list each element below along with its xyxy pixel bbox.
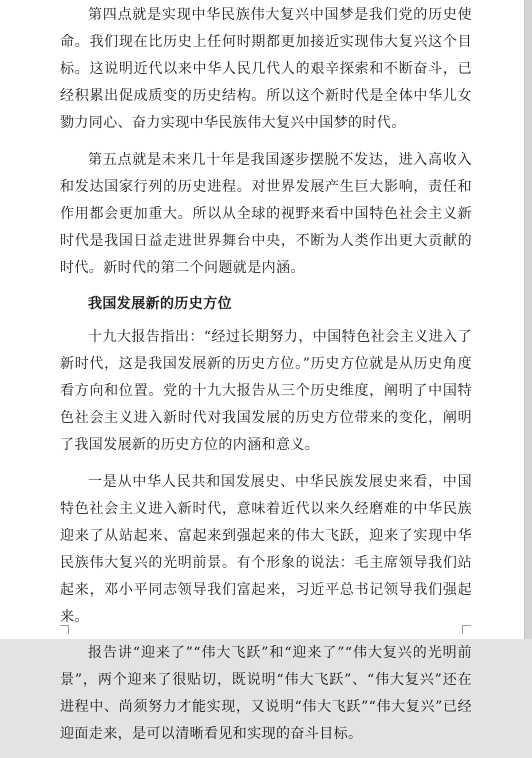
margin-corner-mark — [462, 625, 471, 634]
paragraph: 十九大报告指出：“经过长期努力，中国特色社会主义进入了新时代，这是我国发展新的历史方位。”历史方位就是从历史角度看方向和位置。党的十九大报告从三个历史维度，阐明了中国特色社会主义进入新时代对我国发展的历史方位带来的变化，阐明了我国发展新的历史方位的内涵和意义。 — [60, 329, 472, 453]
vertical-scrollbar[interactable] — [524, 0, 532, 639]
paragraph: 第五点就是未来几十年是我国逐步摆脱不发达，进入高收入和发达国家行列的历史进程。对世界发展产生巨大影响，责任和作用都会更加重大。所以从全球的视野来看中国特色社会主义新时代是我国日益走进世界舞台中央，不断为人类作出更大贡献的时代。新时代的第二个问题就是内涵。 — [60, 151, 472, 276]
paragraph: 报告讲“迎来了”“伟大飞跃”和“迎来了”“伟大复兴的光明前景”，两个迎来了很贴切，既说明“伟大飞跃”、“伟大复兴”还在进程中、尚须努力才能实现，又说明“伟大飞跃”“伟大复兴”已经迎面走来，是可以清晰看见和实现的奋斗目标。 — [60, 645, 472, 742]
margin-corner-mark — [60, 625, 69, 634]
section-heading: 我国发展新的历史方位 — [88, 296, 232, 312]
paragraph: 一是从中华人民共和国发展史、中华民族发展史来看，中国特色社会主义进入新时代，意味着近代以来久经磨难的中华民族迎来了从站起来、富起来到强起来的伟大飞跃，迎来了实现中华民族伟大复兴的光明前景。有个形象的说法：毛主席领导我们站起来，邓小平同志领导我们富起来，习近平总书记领导我们强起来。 — [60, 473, 472, 625]
document-body — [60, 2, 472, 758]
paragraph: 第四点就是实现中华民族伟大复兴中国梦是我们党的历史使命。我们现在比历史上任何时期都更加接近实现伟大复兴这个目标。这说明近代以来中华人民几代人的艰辛探索和不断奋斗，已经积累出促成质变的历史结构。所以这个新时代是全体中华儿女勠力同心、奋力实现中华民族伟大复兴中国梦的时代。 — [60, 7, 472, 131]
